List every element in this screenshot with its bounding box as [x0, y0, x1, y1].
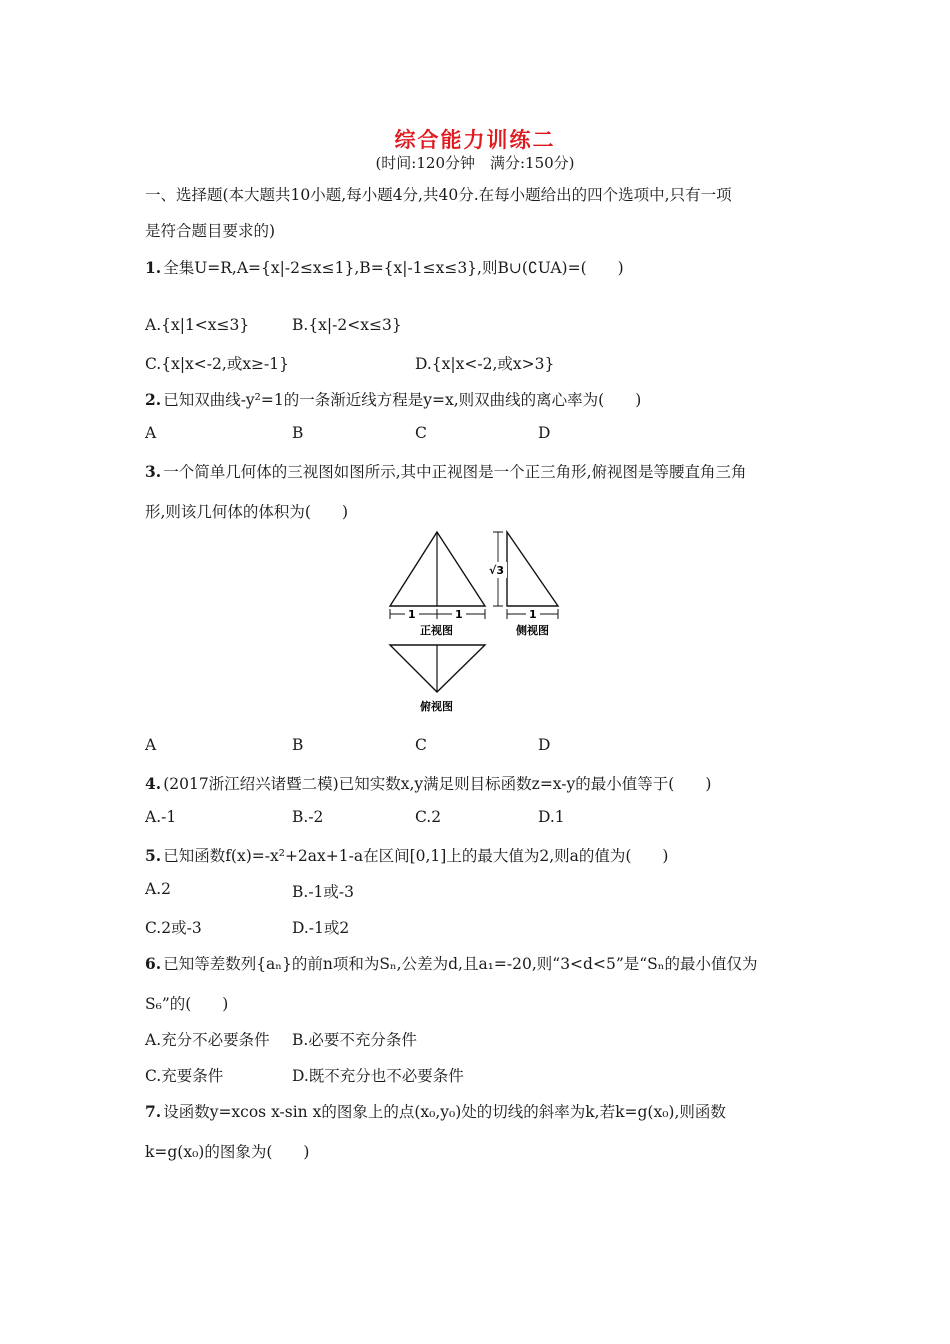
- question-1-option-c: C.{x|x<-2,或x≥-1}: [145, 355, 290, 373]
- section-intro-line-2: 是符合题目要求的): [145, 222, 276, 240]
- question-5-stem: [145, 844, 668, 866]
- question-4-option-c: C.2: [415, 808, 442, 826]
- question-2-text: 已知双曲线-y²=1的一条渐近线方程是y=x,则双曲线的离心率为( ): [163, 391, 642, 409]
- question-6-option-c: C.充要条件: [145, 1067, 224, 1085]
- question-4-option-a: A.-1: [145, 808, 177, 826]
- question-1-option-a: A.{x|1<x≤3}: [145, 316, 250, 334]
- question-4-number: 4.: [145, 774, 162, 793]
- side-view-height-label: √3: [489, 564, 504, 577]
- question-2-option-c: C: [415, 424, 427, 442]
- question-3-option-b: B: [292, 736, 304, 754]
- question-1-option-d: D.{x|x<-2,或x>3}: [415, 355, 555, 373]
- question-1-number: 1.: [145, 258, 162, 277]
- question-1-text: 全集U=R,A={x|-2≤x≤1},B={x|-1≤x≤3},则B∪(∁UA)=( ): [163, 259, 624, 277]
- front-view-label: 正视图: [420, 624, 453, 637]
- three-view-figure: [385, 528, 565, 718]
- exam-subtitle: (时间:120分钟 满分:150分): [375, 154, 575, 172]
- question-2-option-a: A: [145, 424, 157, 442]
- question-1-stem: [145, 256, 624, 278]
- question-4-stem: [145, 772, 711, 794]
- side-view-label: 侧视图: [516, 624, 549, 637]
- question-5-option-d: D.-1或2: [292, 919, 350, 937]
- front-view-dim-left: 1: [408, 608, 416, 621]
- question-7-stem-line-1: [145, 1100, 726, 1122]
- question-1-option-b: B.{x|-2<x≤3}: [292, 316, 402, 334]
- question-6-number: 6.: [145, 954, 162, 973]
- exam-title: 综合能力训练二: [394, 127, 556, 152]
- question-3-number: 3.: [145, 462, 162, 481]
- section-intro-line-1: 一、选择题(本大题共10小题,每小题4分,共40分.在每小题给出的四个选项中,只有一项: [145, 186, 732, 204]
- question-5-option-b: B.-1或-3: [292, 883, 355, 901]
- front-view-dim-right: 1: [455, 608, 463, 621]
- question-5-option-a: A.2: [145, 880, 171, 898]
- question-6-text-1: 已知等差数列{aₙ}的前n项和为Sₙ,公差为d,且a₁=-20,则“3<d<5”是“Sₙ的最小值仅为: [163, 955, 758, 973]
- question-6-option-b: B.必要不充分条件: [292, 1031, 417, 1049]
- question-2-option-d: D: [538, 424, 551, 442]
- question-3-option-d: D: [538, 736, 551, 754]
- top-view-label: 俯视图: [420, 700, 453, 713]
- question-4-option-d: D.1: [538, 808, 565, 826]
- side-view-triangle: [507, 532, 558, 606]
- question-5-number: 5.: [145, 846, 162, 865]
- question-2-stem: [145, 388, 641, 410]
- question-6-option-a: A.充分不必要条件: [145, 1031, 270, 1049]
- question-3-stem-line-2: 形,则该几何体的体积为( ): [145, 503, 349, 521]
- question-4-option-b: B.-2: [292, 808, 324, 826]
- question-5-text: 已知函数f(x)=-x²+2ax+1-a在区间[0,1]上的最大值为2,则a的值为( ): [163, 847, 669, 865]
- question-2-number: 2.: [145, 390, 162, 409]
- question-7-number: 7.: [145, 1102, 162, 1121]
- question-4-text: (2017浙江绍兴诸暨二模)已知实数x,y满足则目标函数z=x-y的最小值等于( ): [163, 775, 712, 793]
- question-3-stem-line-1: [145, 460, 747, 482]
- question-6-stem-line-2: S₆”的( ): [145, 995, 229, 1013]
- question-6-option-d: D.既不充分也不必要条件: [292, 1067, 464, 1085]
- three-view-drawing: [385, 528, 565, 718]
- question-2-option-b: B: [292, 424, 304, 442]
- question-5-option-c: C.2或-3: [145, 919, 202, 937]
- question-3-text-1: 一个简单几何体的三视图如图所示,其中正视图是一个正三角形,俯视图是等腰直角三角: [163, 463, 747, 481]
- question-3-option-c: C: [415, 736, 427, 754]
- question-7-text-1: 设函数y=xcos x-sin x的图象上的点(x₀,y₀)处的切线的斜率为k,若k=g(x₀),则函数: [163, 1103, 726, 1121]
- question-3-option-a: A: [145, 736, 157, 754]
- question-7-stem-line-2: k=g(x₀)的图象为( ): [145, 1143, 310, 1161]
- side-view-dim-label: 1: [529, 608, 537, 621]
- question-6-stem-line-1: [145, 952, 758, 974]
